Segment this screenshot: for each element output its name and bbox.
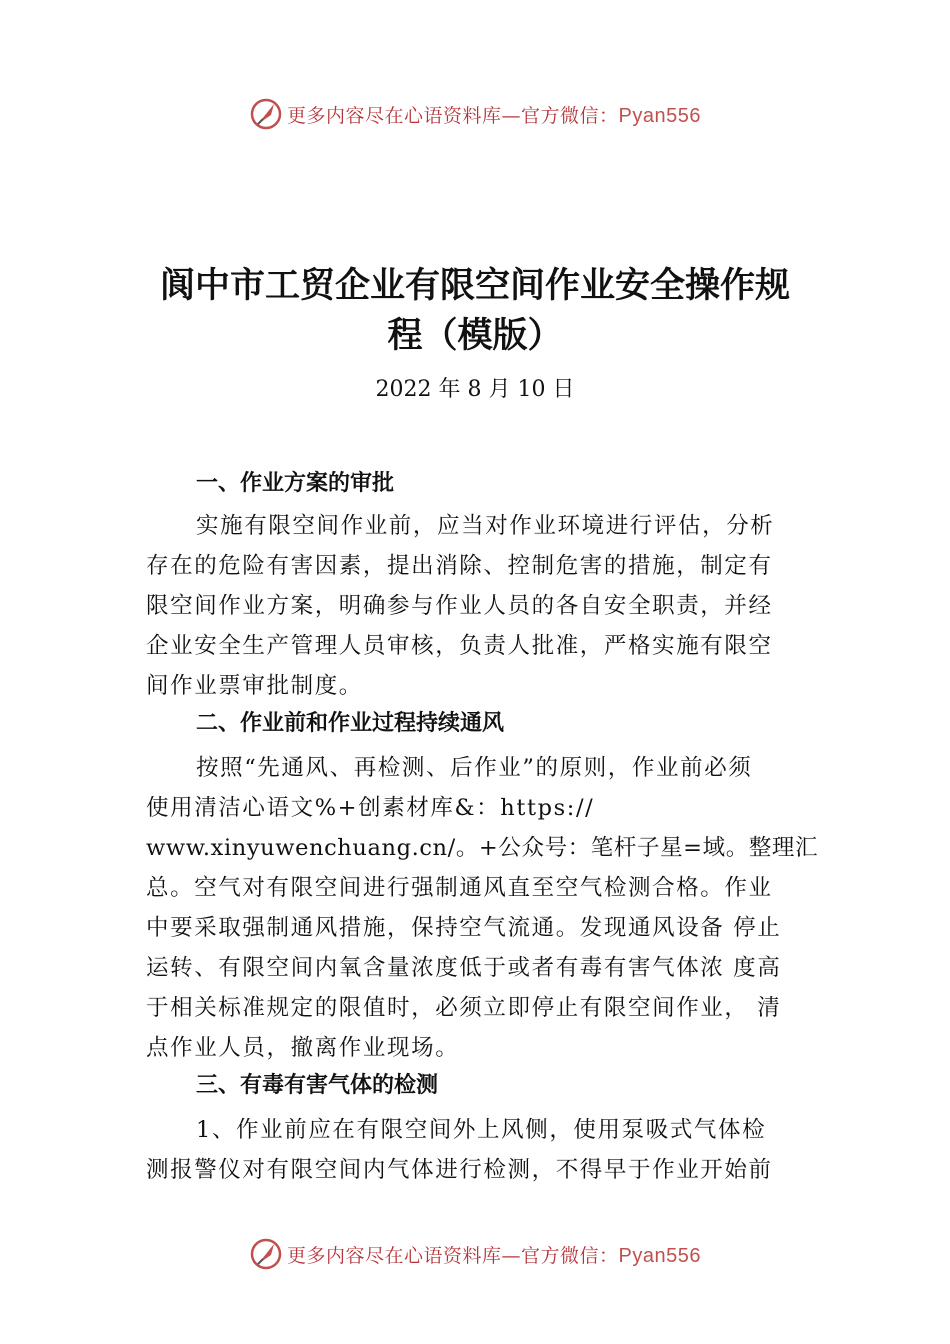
paragraph-line: 限空间作业方案，明确参与作业人员的各自安全职责，并经	[146, 593, 773, 619]
quill-logo-icon	[249, 97, 283, 131]
paragraph-line: 存在的危险有害因素，提出消除、控制危害的措施，制定有	[146, 553, 773, 579]
banner-label: 更多内容尽在心语资料库—官方微信：	[287, 104, 619, 127]
paragraph-line: 企业安全生产管理人员审核，负责人批准，严格实施有限空	[146, 633, 773, 659]
banner-text	[287, 101, 701, 128]
section-heading-3: 三、有毒有害气体的检测	[196, 1073, 439, 1098]
section-heading-1: 一、作业方案的审批	[196, 471, 395, 496]
quill-logo-icon	[249, 1237, 283, 1271]
banner-account: Pyan556	[618, 104, 701, 127]
section-heading-2: 二、作业前和作业过程持续通风	[196, 711, 505, 736]
doc-title-line-1: 阆中市工贸企业有限空间作业安全操作规	[159, 266, 790, 306]
paragraph-line: 实施有限空间作业前，应当对作业环境进行评估，分析	[196, 513, 775, 539]
banner-account: Pyan556	[618, 1244, 701, 1267]
doc-title-line-2: 程（模版）	[387, 316, 563, 356]
paragraph-line: 测报警仪对有限空间内气体进行检测，不得早于作业开始前	[146, 1157, 773, 1183]
paragraph-line: 间作业票审批制度。	[146, 673, 363, 699]
paragraph-line: 使用清洁心语文%+创素材库&：https://	[146, 795, 595, 821]
paragraph-line: 运转、有限空间内氧含量浓度低于或者有毒有害气体浓 度高	[146, 955, 782, 981]
header-banner	[0, 94, 950, 134]
doc-date: 2022 年 8 月 10 日	[375, 377, 575, 402]
paragraph-line: 点作业人员，撤离作业现场。	[146, 1035, 460, 1061]
paragraph-line: 于相关标准规定的限值时，必须立即停止有限空间作业， 清	[146, 995, 782, 1021]
paragraph-line: www.xinyuwenchuang.cn/。+公众号：笔杆子星=域。整理汇	[146, 835, 819, 861]
footer-banner	[0, 1234, 950, 1274]
paragraph-line: 按照“先通风、再检测、后作业”的原则，作业前必须	[196, 755, 753, 781]
banner-label: 更多内容尽在心语资料库—官方微信：	[287, 1244, 619, 1267]
paragraph-line: 总。空气对有限空间进行强制通风直至空气检测合格。作业	[146, 875, 773, 901]
paragraph-line: 中要采取强制通风措施，保持空气流通。发现通风设备 停止	[146, 915, 782, 941]
paragraph-line: 1、作业前应在有限空间外上风侧，使用泵吸式气体检	[196, 1117, 767, 1143]
banner-text	[287, 1241, 701, 1268]
